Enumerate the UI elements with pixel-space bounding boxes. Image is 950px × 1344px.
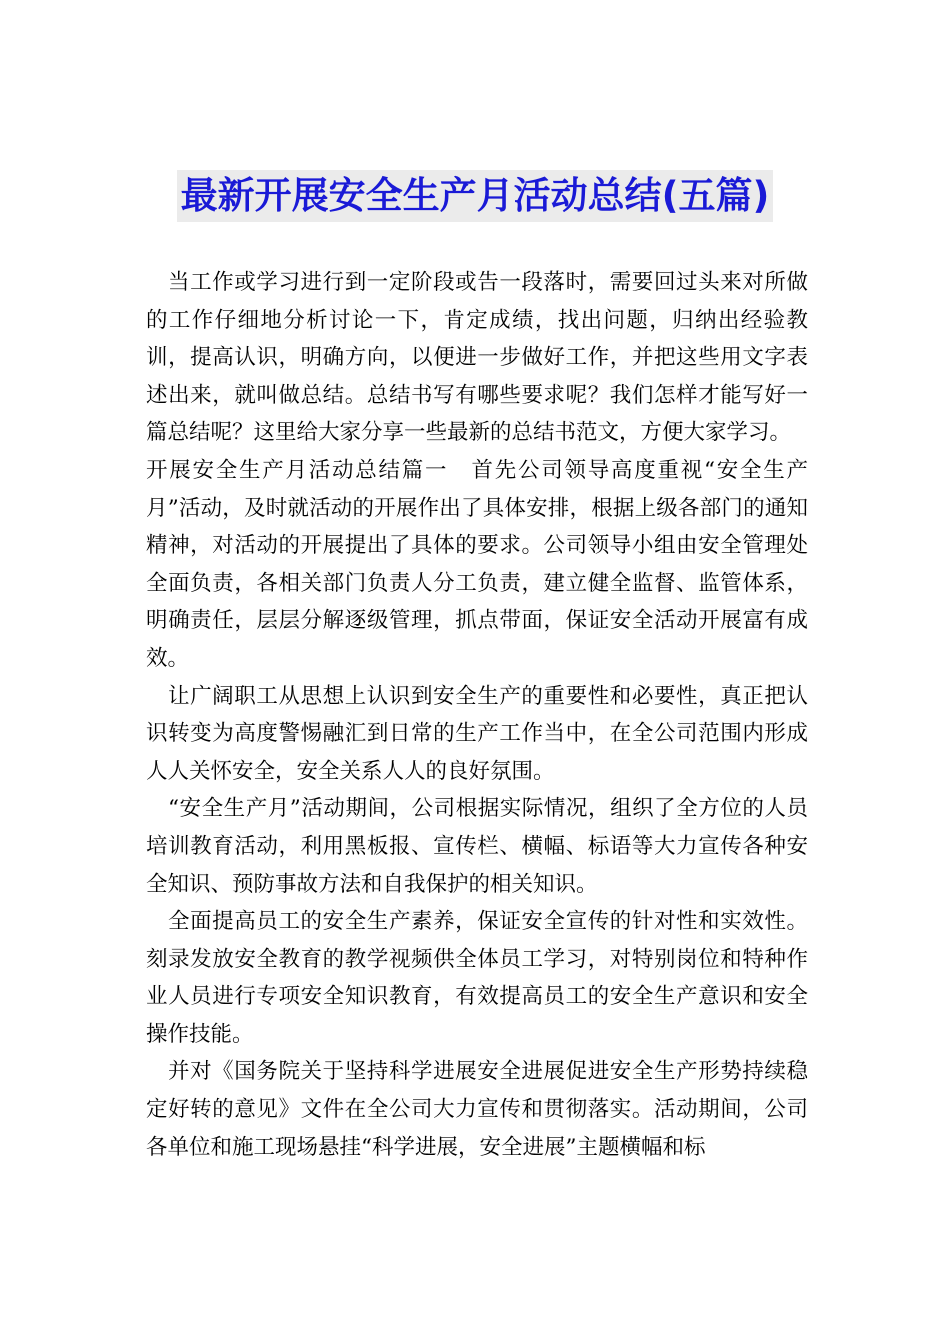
paragraph-awareness: 让广阔职工从思想上认识到安全生产的重要性和必要性，真正把认识转变为高度警惕融汇到日常的生产工作当中，在全公司范围内形成人人关怀安全，安全关系人人的良好氛围。	[146, 683, 808, 784]
paragraph-quality: 全面提高员工的安全生产素养，保证安全宣传的针对性和实效性。刻录发放安全教育的教学视频供全体员工学习，对特别岗位和特种作业人员进行专项安全知识教育，有效提高员工的安全生产意识和安全操作技能。	[146, 909, 808, 1047]
paragraph-training: “安全生产月”活动期间，公司根据实际情况，组织了全方位的人员培训教育活动，利用黑板报、宣传栏、横幅、标语等大力宣传各种安全知识、预防事故方法和自我保护的相关知识。	[146, 796, 808, 897]
paragraph-section-one: 开展安全生产月活动总结篇一 首先公司领导高度重视“安全生产月”活动，及时就活动的开展作出了具体安排，根据上级各部门的通知精神，对活动的开展提出了具体的要求。公司领导小组由安全管理处全面负责，各相关部门负责人分工负责，建立健全监督、监管体系，明确责任，层层分解逐级管理，抓点带面，保证安全活动开展富有成效。	[146, 457, 808, 671]
title-container	[0, 170, 950, 222]
paragraph-intro: 当工作或学习进行到一定阶段或告一段落时，需要回过头来对所做的工作仔细地分析讨论一下，肯定成绩，找出问题，归纳出经验教训，提高认识，明确方向，以便进一步做好工作，并把这些用文字表述出来，就叫做总结。总结书写有哪些要求呢？我们怎样才能写好一篇总结呢？这里给大家分享一些最新的总结书范文，方便大家学习。	[146, 270, 808, 446]
document-body	[146, 264, 808, 1166]
paragraph-policy: 并对《国务院关于坚持科学进展安全进展促进安全生产形势持续稳定好转的意见》文件在全公司大力宣传和贯彻落实。活动期间，公司各单位和施工现场悬挂“科学进展，安全进展”主题横幅和标	[146, 1059, 808, 1160]
document-title: 最新开展安全生产月活动总结(五篇)	[177, 170, 774, 222]
